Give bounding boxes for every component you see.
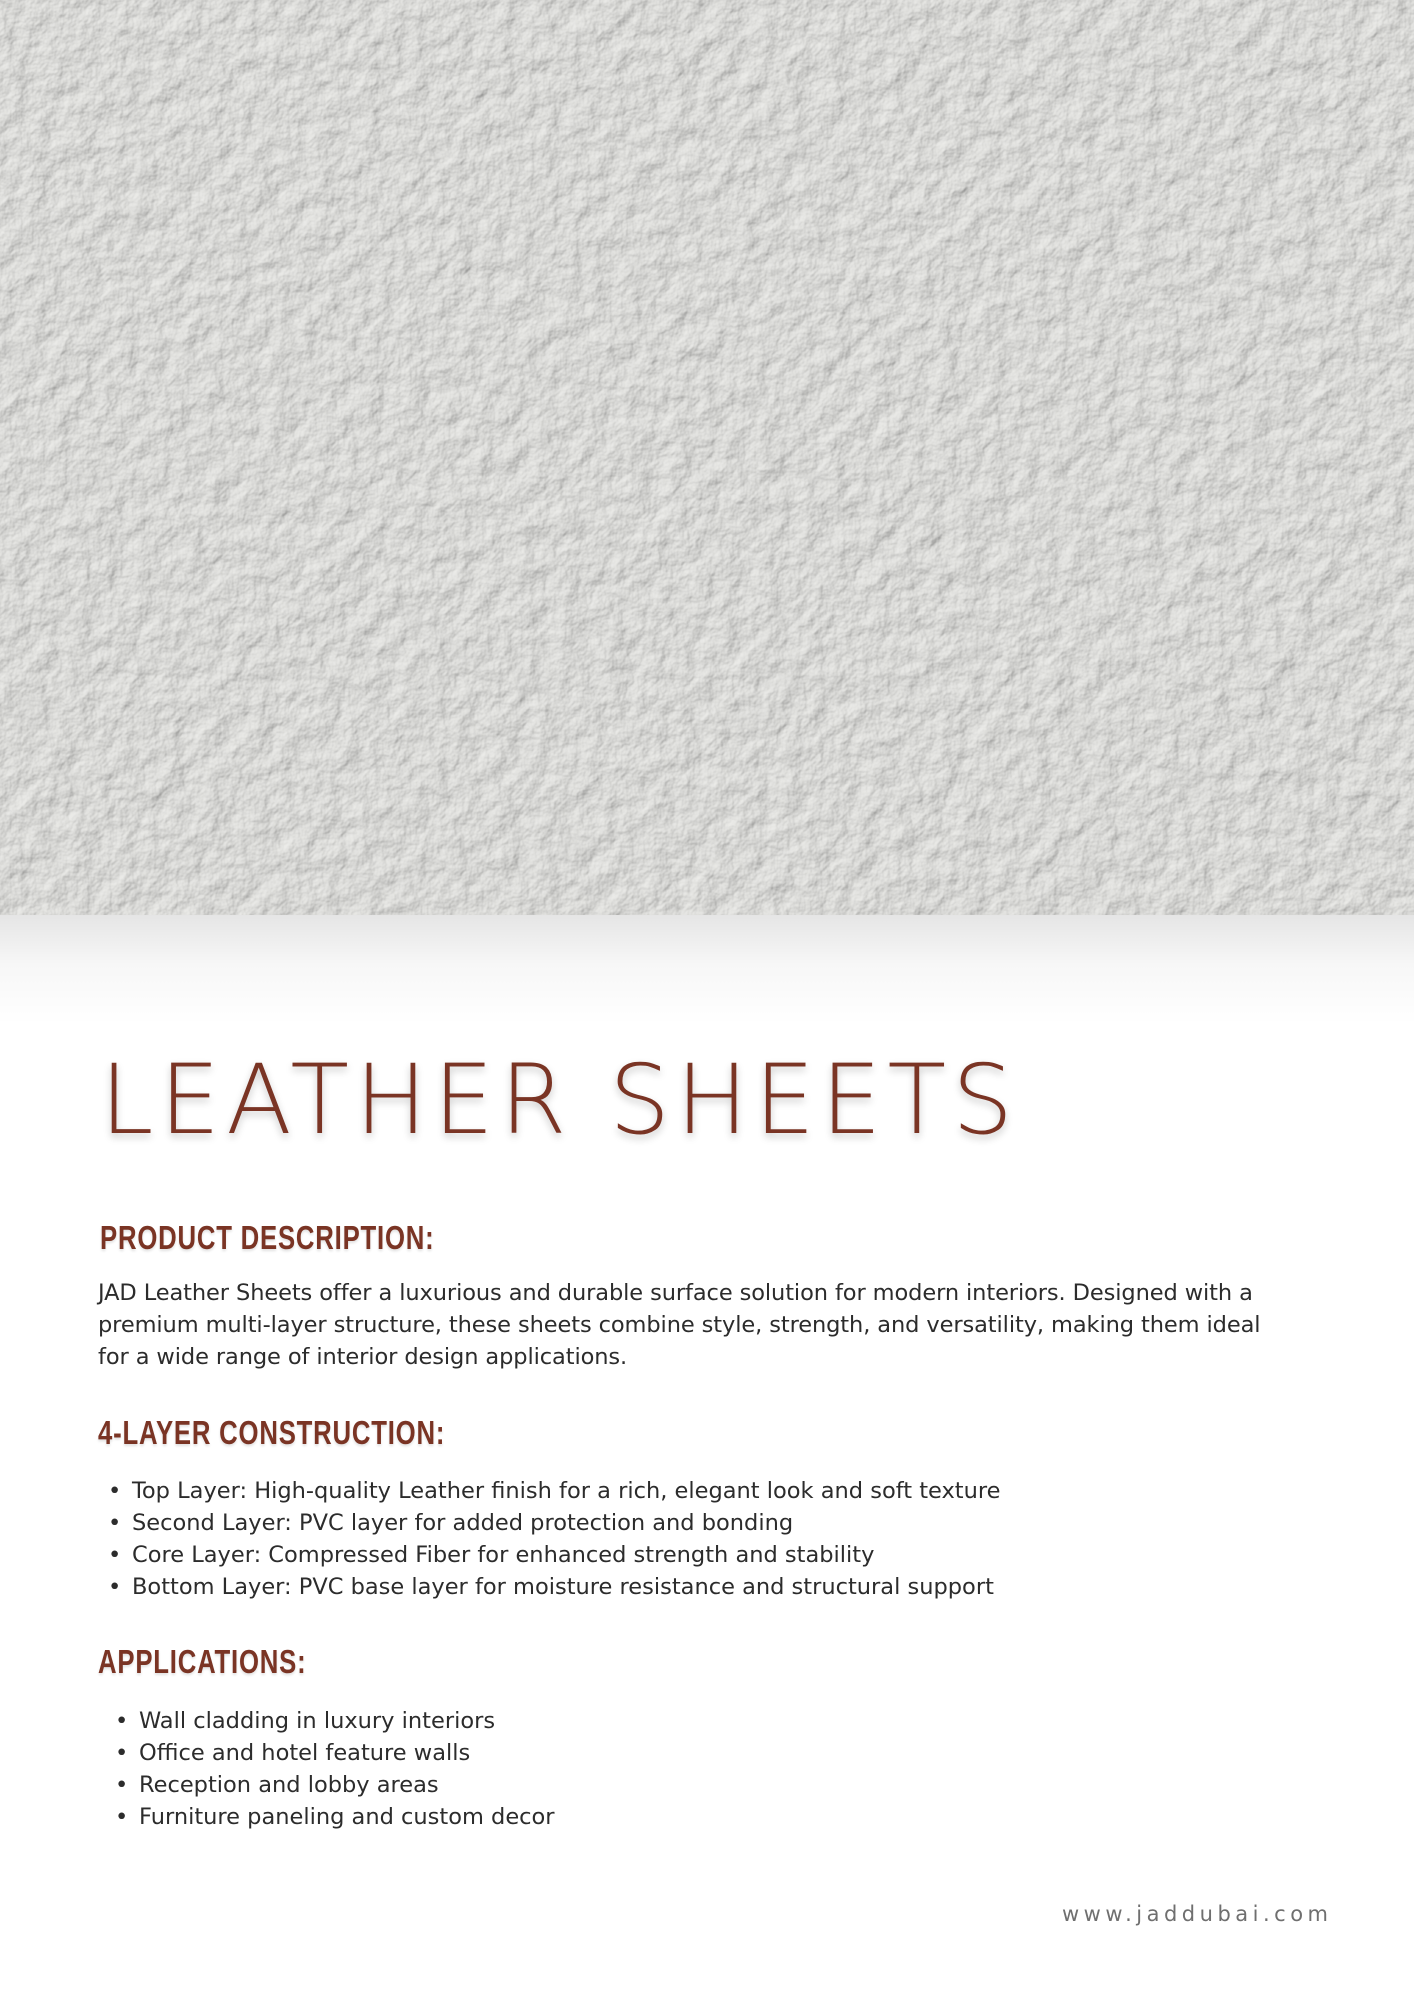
bullet-icon: •: [115, 1708, 129, 1734]
applications-list: [115, 1705, 555, 1833]
hero-bottom-shadow: [0, 915, 1414, 1025]
application-item-text: Wall cladding in luxury interiors: [139, 1708, 496, 1734]
construction-item-text: Second Layer: PVC layer for added protection and bonding: [132, 1510, 794, 1536]
application-item-text: Reception and lobby areas: [139, 1772, 439, 1798]
application-item: [115, 1705, 555, 1737]
construction-item: [108, 1475, 1001, 1507]
website-url: www.jaddubai.com: [1062, 1902, 1333, 1926]
construction-heading: 4-LAYER CONSTRUCTION:: [98, 1414, 446, 1451]
bullet-icon: •: [115, 1740, 129, 1766]
product-description-text: JAD Leather Sheets offer a luxurious and durable surface solution for modern interiors. Designed with a premium multi-layer structure, these sheets combine style, strength, and versatility, making them ideal for a wide range of interior design applications.: [98, 1280, 1261, 1370]
product-description-heading: PRODUCT DESCRIPTION:: [100, 1219, 435, 1256]
application-item: [115, 1801, 555, 1833]
construction-item: [108, 1539, 1000, 1571]
application-item-text: Furniture paneling and custom decor: [139, 1804, 555, 1830]
application-item: [115, 1769, 555, 1801]
bullet-icon: •: [108, 1574, 122, 1600]
leather-texture-svg: [0, 0, 1414, 915]
application-item-text: Office and hotel feature walls: [139, 1740, 471, 1766]
construction-item-text: Top Layer: High-quality Leather finish for a rich, elegant look and soft texture: [132, 1478, 1001, 1504]
bullet-icon: •: [115, 1772, 129, 1798]
applications-heading: APPLICATIONS:: [98, 1643, 307, 1680]
application-item: [115, 1737, 555, 1769]
bullet-icon: •: [108, 1542, 122, 1568]
construction-list: [108, 1475, 1001, 1603]
construction-item: [108, 1571, 1000, 1603]
page-title: LEATHER SHEETS: [100, 1044, 1020, 1156]
bullet-icon: •: [108, 1478, 122, 1504]
leather-texture-image: [0, 0, 1414, 915]
construction-item: [108, 1507, 1000, 1539]
construction-item-text: Bottom Layer: PVC base layer for moisture resistance and structural support: [132, 1574, 994, 1600]
bullet-icon: •: [115, 1804, 129, 1830]
construction-item-text: Core Layer: Compressed Fiber for enhanced strength and stability: [132, 1542, 875, 1568]
bullet-icon: •: [108, 1510, 122, 1536]
